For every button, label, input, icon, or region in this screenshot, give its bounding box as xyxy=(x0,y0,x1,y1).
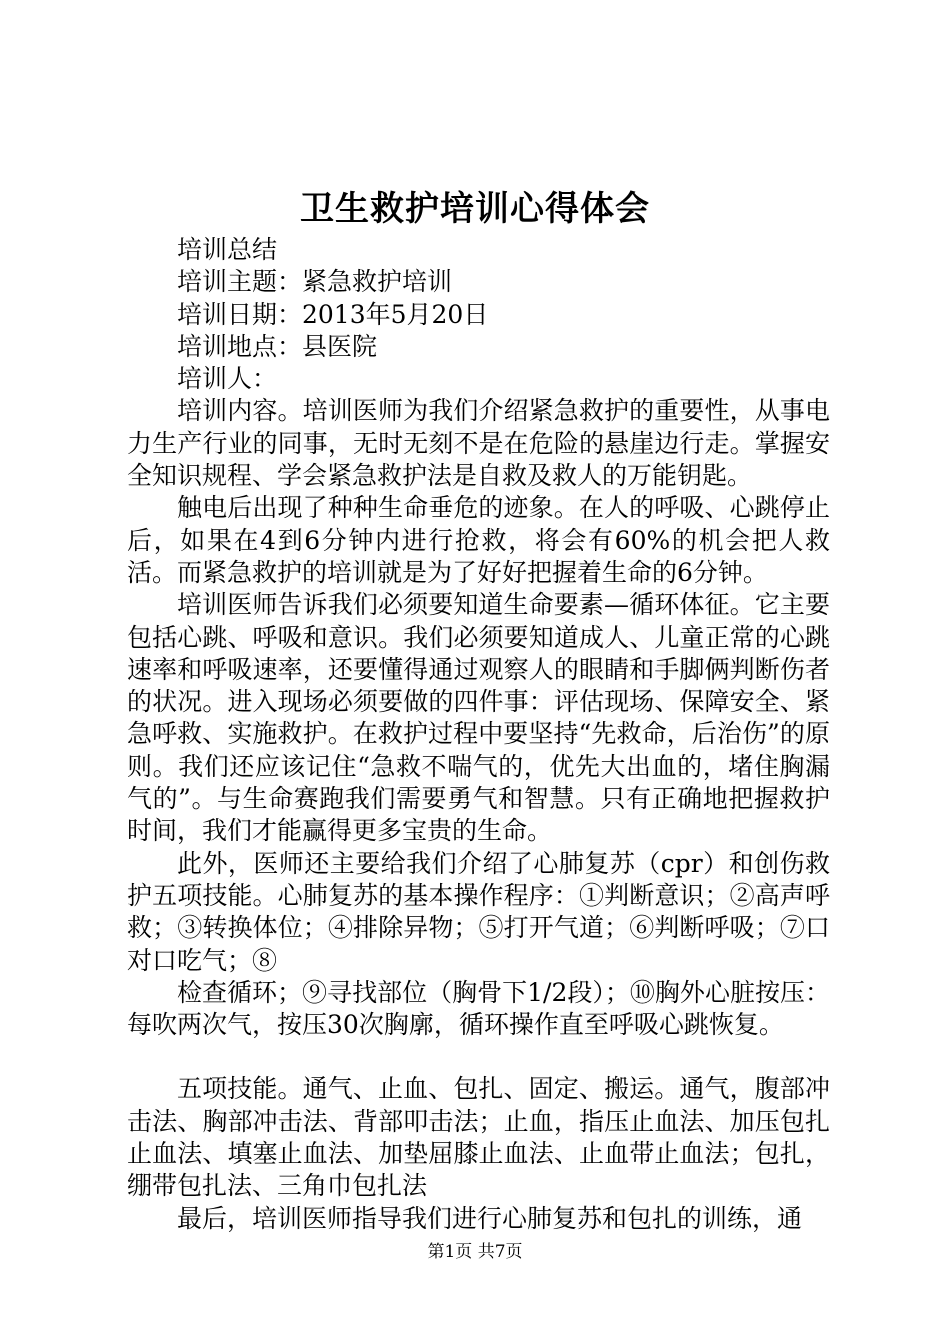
paragraph-cpr: 此外，医师还主要给我们介绍了心肺复苏（cpr）和创伤救护五项技能。心肺复苏的基本操作程序：①判断意识；②高声呼救；③转换体位；④排除异物；⑤打开气道；⑥判断呼吸；⑦口对口吃气；⑧ xyxy=(127,848,830,975)
paragraph-five-skills: 五项技能。通气、止血、包扎、固定、搬运。通气，腹部冲击法、胸部冲击法、背部叩击法；止血，指压止血法、加压包扎止血法、填塞止血法、加垫屈膝止血法、止血带止血法；包扎，绷带包扎法、三角巾包扎法 xyxy=(127,1074,830,1201)
paragraph-location: 培训地点：县医院 xyxy=(177,331,378,361)
paragraph-trainee: 培训人： xyxy=(177,364,278,394)
paragraph-electric-shock: 触电后出现了种种生命垂危的迹象。在人的呼吸、心跳停止后，如果在4到6分钟内进行抢救，将会有60%的机会把人救活。而紧急救护的培训就是为了好好把握着生命的6分钟。 xyxy=(127,493,830,587)
paragraph-content: 培训内容。培训医师为我们介绍紧急救护的重要性，从事电力生产行业的同事，无时无刻不是在危险的悬崖边行走。掌握安全知识规程、学会紧急救护法是自救及救人的万能钥匙。 xyxy=(127,396,830,491)
page-footer: 第1页 共7页 xyxy=(427,1242,523,1262)
paragraph-topic: 培训主题：紧急救护培训 xyxy=(177,267,453,297)
paragraph-date: 培训日期：2013年5月20日 xyxy=(177,299,489,329)
paragraph-life-signs: 培训医师告诉我们必须要知道生命要素—循环体征。它主要包括心跳、呼吸和意识。我们必须要知道成人、儿童正常的心跳速率和呼吸速率，还要懂得通过观察人的眼睛和手脚俩判断伤者的状况。进入现场必须要做的四件事：评估现场、保障安全、紧急呼救、实施救护。在救护过程中要坚持“先救命，后治伤”的原则。我们还应该记住“急救不喘气的，优先大出血的，堵住胸漏气的”。与生命赛跑我们需要勇气和智慧。只有正确地把握救护时间，我们才能赢得更多宝贵的生命。 xyxy=(127,590,830,846)
document-body xyxy=(127,234,830,1235)
paragraph-final: 最后，培训医师指导我们进行心肺复苏和包扎的训练，通 xyxy=(177,1203,803,1233)
paragraph-summary-heading: 培训总结 xyxy=(177,235,278,264)
document-title: 卫生救护培训心得体会 xyxy=(300,189,650,229)
paragraph-cpr-continued: 检查循环；⑨寻找部位（胸骨下1/2段）；⑩胸外心脏按压：每吹两次气，按压30次胸廓，循环操作直至呼吸心跳恢复。 xyxy=(127,977,830,1040)
